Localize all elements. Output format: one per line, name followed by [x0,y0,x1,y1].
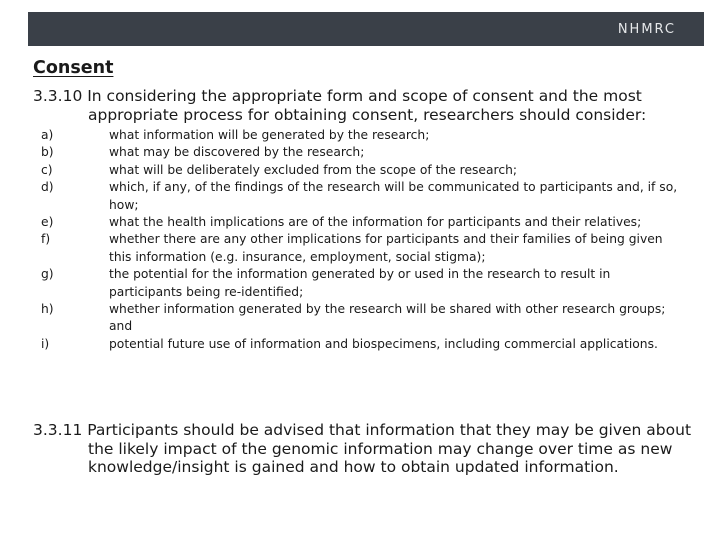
list-item [41,336,681,353]
list-item-marker: b) [41,145,54,160]
list-item [41,214,681,231]
paragraph-text: 3.3.11 Participants should be advised that information that they may be given about the likely impact of the genomic information may change over time as new knowledge/insight is gained and how to obtain updated information. [33,421,692,476]
list-item [41,301,681,336]
list-item-text: which, if any, of the findings of the research will be communicated to participants and, if so, how; [109,180,678,212]
list-item-text: what will be deliberately excluded from the scope of the research; [109,162,518,177]
list-item-text: whether there are any other implications for participants and their families of being given this information (e.g. insurance, employment, social stigma); [109,232,663,264]
list-item-text: potential future use of information and biospecimens, including commercial applications. [109,336,658,351]
paragraph-3-3-11 [33,421,693,477]
paragraph-3-3-10 [33,87,693,124]
list-item-text: whether information generated by the research will be shared with other research groups; and [109,302,666,334]
header-bar [28,12,704,46]
list-item-text: what information will be generated by the research; [109,128,430,142]
list-item [41,162,681,179]
list-item-marker: g) [41,267,54,282]
list-item-marker: e) [41,215,54,230]
list-item-marker: i) [41,336,50,351]
paragraph-text: 3.3.10 In considering the appropriate form and scope of consent and the most appropriate process for obtaining consent, researchers should consider: [33,87,647,124]
consent-considerations-list [41,127,681,353]
list-item-text: what may be discovered by the research; [109,145,365,160]
list-item-text: the potential for the information generated by or used in the research to result in participants being re-identified; [109,267,611,299]
list-item-marker: c) [41,162,53,177]
list-item [41,179,681,214]
list-item [41,266,681,301]
list-item [41,127,681,144]
list-item [41,231,681,266]
list-item-marker: f) [41,232,51,247]
section-heading: Consent [33,58,114,78]
brand-logo: NHMRC [617,21,676,37]
list-item [41,144,681,161]
list-item-text: what the health implications are of the information for participants and their relatives; [109,215,642,230]
list-item-marker: h) [41,302,54,317]
list-item-marker: d) [41,180,54,195]
list-item-marker: a) [41,128,54,142]
